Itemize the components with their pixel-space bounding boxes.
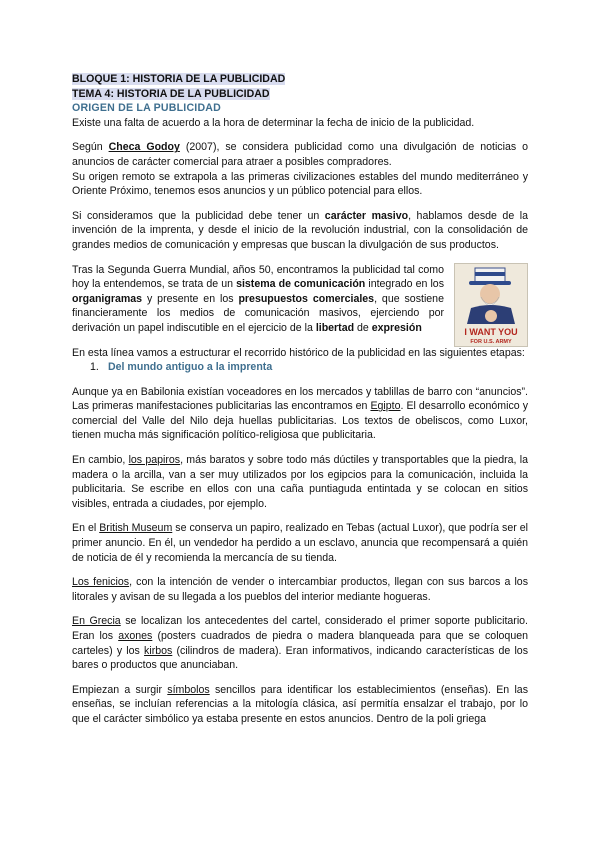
- paragraph-11: En Grecia se localizan los antecedentes del cartel, considerado el primer soporte publicitario. Eran los axones (posters cuadrados de piedra o madera blanqueada para que se coloquen carteles) y los kirbos (cilindros de madera). Eran informativos, indicando características de los bares o productos que anunciaban.: [72, 615, 529, 672]
- paragraph-8: En cambio, los papiros, más baratos y sobre todo más dúctiles y transportables que la piedra, la madera o la arcilla, van a ser muy utilizados por los egipcios para la comunicación, incluida la publicitaria. Se escribe en ellos con una caña puntiaguda entintada y se colocan en sitios visibles, entrada a ciudades, por ejemplo.: [72, 454, 528, 510]
- paragraph-2: Según Checa Godoy (2007), se considera publicidad como una divulgación de noticias o anuncios de carácter comercial para atraer a posibles compradores.: [72, 141, 528, 168]
- list-item-label: Del mundo antiguo a la imprenta: [108, 361, 273, 374]
- paragraph-12: Empiezan a surgir símbolos sencillos para identificar los establecimientos (enseñas). En las enseñas, se incluían referencias a la mitología clásica, así permitía ensalzar el trabajo, por lo que el carácter simbólico ya estaba presente en estos anuncios. Dentro de la poli griega: [72, 683, 528, 725]
- paragraph-with-image: [72, 263, 528, 345]
- paragraph-4: Si consideramos que la publicidad debe tener un carácter masivo, hablamos desde de la invención de la imprenta, y desde el inicio de la revolución industrial, con la consolidación de grandes medios de comunicación y empresas que buscan la divulgación de sus productos.: [72, 209, 528, 251]
- paragraph-5: Tras la Segunda Guerra Mundial, años 50, encontramos la publicidad tal como hoy la entendemos, se trata de un sistema de comunicación integrado en los organigramas y presente en los presupuestos comerciales, que sostiene financieramente los medios de comunicación masivos, ejerciendo por derivación un papel indiscutible en el ejercicio de la libertad de expresión: [72, 263, 444, 334]
- paragraph-3: Su origen remoto se extrapola a las primeras civilizaciones estables del mundo mediterráneo y Oriente Próximo, tenemos esos anuncios y un público potencial para ellos.: [72, 170, 528, 198]
- author-link: Checa Godoy: [108, 141, 180, 154]
- uncle-sam-poster-image: [454, 263, 528, 347]
- list-item: 1. Del mundo antiguo a la imprenta: [90, 361, 273, 374]
- poster-line-2: FOR U.S. ARMY: [470, 338, 512, 345]
- block-title: BLOQUE 1: HISTORIA DE LA PUBLICIDAD: [72, 73, 286, 85]
- paragraph-1: Existe una falta de acuerdo a la hora de determinar la fecha de inicio de la publicidad.: [72, 116, 475, 129]
- poster-line-1: I WANT YOU: [464, 326, 518, 337]
- paragraph-6: En esta línea vamos a estructurar el recorrido histórico de la publicidad en las siguientes etapas:: [72, 346, 525, 359]
- uncle-sam-illustration: [455, 264, 527, 346]
- paragraph-9: En el British Museum se conserva un papiro, realizado en Tebas (actual Luxor), que podría ser el primer anuncio. En él, un vendedor ha perdido a un esclavo, anuncia que recompensará a quién de noticia de él y recomienda la mercancía de su tienda.: [72, 522, 528, 564]
- theme-title: TEMA 4: HISTORIA DE LA PUBLICIDAD: [72, 87, 270, 100]
- paragraph-7: Aunque ya en Babilonia existían voceadores en los mercados y tablillas de barro con “anuncios”. Las primeras manifestaciones publicitarias las encontramos en Egipto. El desarrollo económico y comercial del Valle del Nilo deja huellas publicitarias. Los textos de obeliscos, como Luxor, tienen mucha más significación político-religiosa que publicitaria.: [72, 385, 528, 442]
- document-body: [72, 72, 528, 727]
- paragraph-10: Los fenicios, con la intención de vender o intercambiar productos, llegan con sus barcos a los litorales y avisan de su llegada a los pueblos del interior mediante hogueras.: [72, 576, 528, 603]
- section-heading-origin: ORIGEN DE LA PUBLICIDAD: [72, 102, 221, 115]
